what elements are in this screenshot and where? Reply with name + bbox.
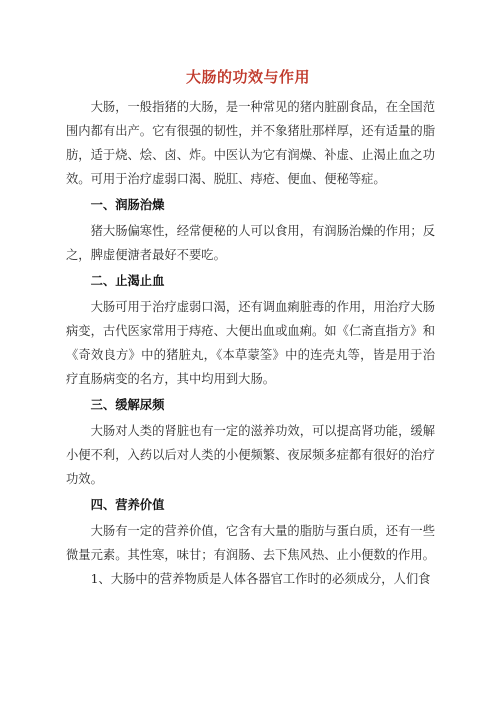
intro-paragraph: 大肠，一般指猪的大肠，是一种常见的猪内脏副食品，在全国范围内都有出产。它有很强的韧性，并不象猪肚那样厚，还有适量的脂肪，适于烧、烩、卤、炸。中医认为它有润燥、补虚、止渴止血之功效。可用于治疗虚弱口渴、脱肛、痔疮、便血、便秘等症。 [66, 100, 435, 186]
section-2 [66, 267, 435, 391]
section-4 [66, 491, 435, 591]
document-body [66, 95, 435, 591]
section-paragraph: 猪大肠偏寒性，经常便秘的人可以食用，有润肠治燥的作用；反之，脾虚便溏者最好不要吃。 [66, 224, 435, 262]
section-3 [66, 391, 435, 491]
section-1 [66, 191, 435, 267]
section-paragraph: 大肠有一定的营养价值，它含有大量的脂肪与蛋白质，还有一些微量元素。其性寒，味甘；有润肠、去下焦风热、止小便数的作用。 [66, 524, 435, 562]
section-heading: 三、缓解尿频 [90, 397, 165, 412]
document-title: 大肠的功效与作用 [185, 68, 310, 86]
section-heading: 四、营养价值 [90, 497, 165, 512]
section-paragraph-continued: 1、大肠中的营养物质是人体各器官工作时的必须成分，人们食 [90, 572, 431, 586]
section-paragraph: 大肠对人类的肾脏也有一定的滋养功效，可以提高肾功能，缓解小便不利，入药以后对人类的小便频繁、夜尿频多症都有很好的治疗功效。 [66, 424, 435, 486]
section-heading: 一、润肠治燥 [90, 197, 165, 212]
section-heading: 二、止渴止血 [90, 273, 165, 288]
section-paragraph: 大肠可用于治疗虚弱口渴，还有调血痢脏毒的作用，用治疗大肠病变，古代医家常用于痔疮、大便出血或血痢。如《仁斋直指方》和《奇效良方》中的猪脏丸，《本草蒙筌》中的连壳丸等，皆是用于治疗直肠病变的名方，其中均用到大肠。 [66, 300, 435, 386]
